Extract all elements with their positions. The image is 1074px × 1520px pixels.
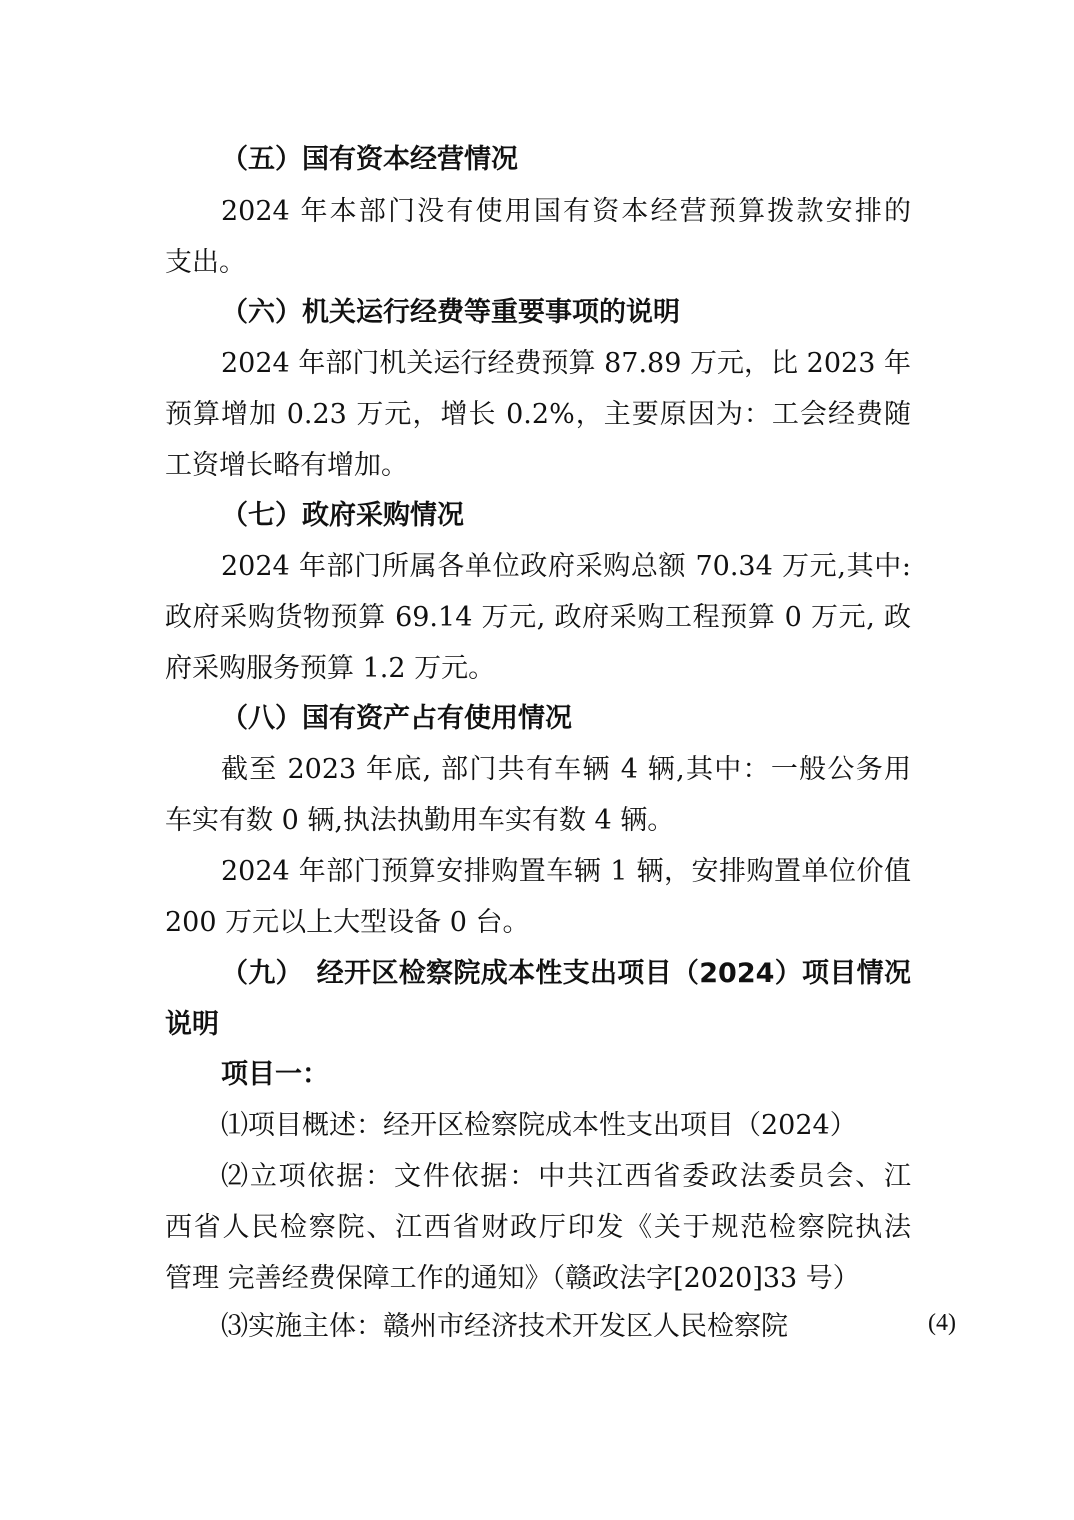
section-heading-6: （六）机关运行经费等重要事项的说明 <box>221 297 680 328</box>
paragraph-line: 预算增加 0.23 万元，增长 0.2%，主要原因为：工会经费随 <box>165 399 911 430</box>
paragraph-line: 2024 年部门机关运行经费预算 87.89 万元，比 2023 年 <box>221 348 911 379</box>
section-heading-5: （五）国有资本经营情况 <box>221 144 518 175</box>
paragraph-line: 2024 年部门所属各单位政府采购总额 70.34 万元,其中: <box>221 551 911 582</box>
section-heading-9: （九） 经开区检察院成本性支出项目（2024）项目情况 <box>221 958 911 989</box>
paragraph-line: 政府采购货物预算 69.14 万元, 政府采购工程预算 0 万元, 政 <box>165 602 911 633</box>
paragraph-line: 2024 年本部门没有使用国有资本经营预算拨款安排的 <box>221 196 911 227</box>
page-number: (4) <box>928 1310 956 1336</box>
project-heading: 项目一： <box>221 1059 329 1090</box>
paragraph-line: 府采购服务预算 1.2 万元。 <box>165 653 496 684</box>
paragraph-line: 西省人民检察院、江西省财政厅印发《关于规范检察院执法 <box>165 1212 911 1243</box>
paragraph-line: ⑶实施主体：赣州市经济技术开发区人民检察院 <box>221 1311 788 1342</box>
section-heading-9-cont: 说明 <box>165 1009 219 1040</box>
section-heading-7: （七）政府采购情况 <box>221 500 464 531</box>
paragraph-line: 截至 2023 年底, 部门共有车辆 4 辆,其中：一般公务用 <box>221 754 911 785</box>
paragraph-line: 200 万元以上大型设备 0 台。 <box>165 907 530 938</box>
paragraph-line: 车实有数 0 辆,执法执勤用车实有数 4 辆。 <box>165 805 675 836</box>
paragraph-line: ⑴项目概述：经开区检察院成本性支出项目（2024） <box>221 1110 857 1141</box>
section-heading-8: （八）国有资产占有使用情况 <box>221 703 572 734</box>
paragraph-line: 支出。 <box>165 247 246 278</box>
paragraph-line: ⑵立项依据：文件依据：中共江西省委政法委员会、江 <box>221 1161 911 1192</box>
paragraph-line: 2024 年部门预算安排购置车辆 1 辆，安排购置单位价值 <box>221 856 911 887</box>
paragraph-line: 管理 完善经费保障工作的通知》（赣政法字[2020]33 号） <box>165 1263 860 1294</box>
paragraph-line: 工资增长略有增加。 <box>165 450 408 481</box>
